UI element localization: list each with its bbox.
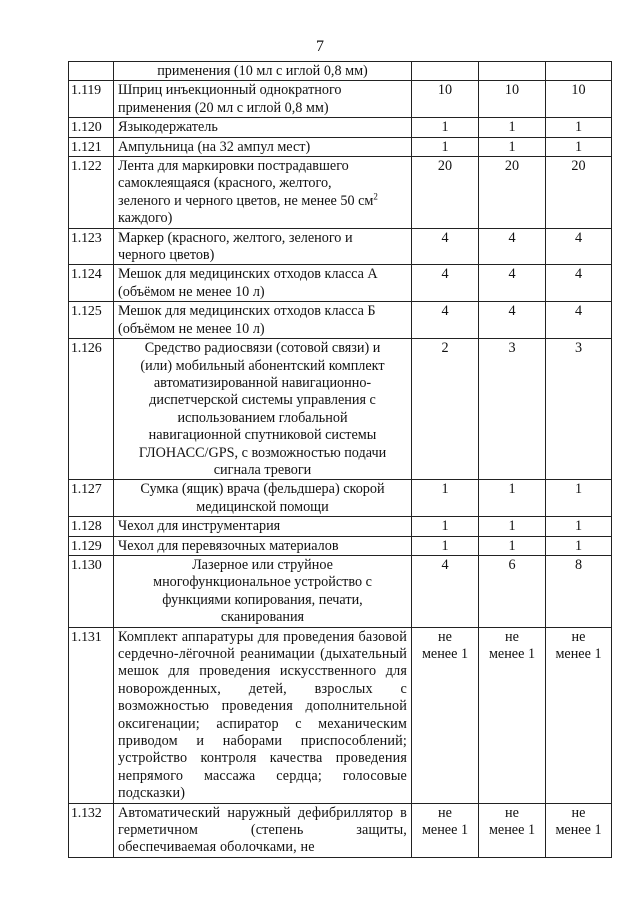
quantity-value: 4 [441, 229, 449, 246]
quantity-value: 1 [441, 537, 449, 554]
quantity-cell-1 [412, 480, 479, 517]
item-number: 1.125 [69, 302, 114, 339]
item-name [114, 803, 412, 857]
quantity-value: 1 [574, 138, 583, 155]
item-name [114, 555, 412, 627]
quantity-cell-3 [546, 302, 612, 339]
page-number: 7 [316, 38, 324, 55]
item-name-text: Маркер (красного, желтого, зеленого и черного цветов) [118, 229, 353, 264]
quantity-value: 1 [441, 481, 449, 498]
quantity-cell-3 [546, 157, 612, 229]
quantity-cell-2 [479, 480, 546, 517]
unit-superscript: 2 [373, 191, 378, 202]
item-name [114, 81, 412, 118]
item-name-text: Автоматический наружный дефибриллятор в герметичном (степень защиты, обеспечиваемая оболочками, не [118, 804, 407, 856]
quantity-value: 20 [437, 158, 453, 175]
item-number: 1.120 [69, 118, 114, 137]
item-name [114, 302, 412, 339]
table-row [69, 627, 612, 803]
item-number: 1.122 [69, 157, 114, 229]
table-row [69, 228, 612, 265]
quantity-value: 1 [508, 138, 516, 155]
item-name [114, 339, 412, 480]
quantity-value: 10 [504, 82, 520, 99]
table-row [69, 118, 612, 137]
quantity-value: 1 [574, 518, 583, 535]
quantity-value: 4 [441, 266, 449, 283]
item-name-text: Мешок для медицинских отходов класса Б (объёмом не менее 10 л) [118, 303, 376, 337]
quantity-cell-2 [479, 517, 546, 536]
item-number: 1.128 [69, 517, 114, 536]
quantity-value: 1 [508, 518, 516, 535]
quantity-cell-1 [412, 228, 479, 265]
item-name-text: Комплект аппаратуры для проведения базовой сердечно-лёгочной реанимации (дыхательный мешок для проведения искусственного для новорожденных, детей, взрослых с возможностью проведения дополнительной оксигенации; аспиратор с механическим приводом и наборами приспособлений; устройство контроля качества проведения непрямого массажа сердца; голосовые подсказки) [118, 628, 407, 802]
equipment-table [68, 61, 612, 858]
item-name [114, 536, 412, 555]
item-name-text: Чехол для перевязочных материалов [118, 537, 339, 554]
quantity-cell-3 [546, 118, 612, 137]
quantity-value: 2 [441, 340, 449, 357]
item-name [114, 118, 412, 137]
item-name-text: Шприц инъекционный однократного применения (20 мл с иглой 0,8 мм) [118, 82, 342, 116]
quantity-cell-3 [546, 480, 612, 517]
quantity-cell-3 [546, 627, 612, 803]
item-number: 1.127 [69, 480, 114, 517]
item-name-text: Лазерное или струйное многофункциональное устройство с функциями копирования, печати, сканирования [153, 556, 372, 626]
quantity-cell-1 [412, 62, 479, 81]
quantity-cell-1 [412, 536, 479, 555]
quantity-cell-2 [479, 118, 546, 137]
quantity-value: 1 [574, 481, 583, 498]
quantity-cell-2 [479, 137, 546, 156]
item-number: 1.121 [69, 137, 114, 156]
quantity-value: 6 [508, 556, 516, 573]
quantity-cell-1 [412, 118, 479, 137]
quantity-cell-2 [479, 265, 546, 302]
quantity-cell-2 [479, 81, 546, 118]
item-name [114, 62, 412, 81]
quantity-value: 4 [508, 229, 516, 246]
item-number: 1.126 [69, 339, 114, 480]
quantity-value: 8 [574, 556, 583, 573]
quantity-value: 4 [508, 303, 516, 320]
item-name-text: Чехол для инструментария [118, 518, 281, 535]
item-name [114, 137, 412, 156]
quantity-cell-1 [412, 627, 479, 803]
quantity-value: 4 [574, 303, 583, 320]
quantity-cell-1 [412, 555, 479, 627]
item-name-tail: каждого) [118, 210, 173, 227]
quantity-cell-2 [479, 803, 546, 857]
item-number: 1.132 [69, 803, 114, 857]
quantity-value: не менее 1 [555, 628, 602, 662]
quantity-cell-3 [546, 137, 612, 156]
quantity-value: 4 [441, 303, 449, 320]
quantity-cell-3 [546, 228, 612, 265]
quantity-cell-1 [412, 137, 479, 156]
item-name [114, 517, 412, 536]
table-row [69, 81, 612, 118]
item-number: 1.123 [69, 228, 114, 265]
quantity-value: 10 [571, 82, 586, 99]
table-row [69, 157, 612, 229]
quantity-value: 1 [441, 518, 449, 535]
quantity-value: 4 [574, 229, 583, 246]
quantity-value: 4 [508, 266, 516, 283]
quantity-cell-3 [546, 265, 612, 302]
quantity-value: не менее 1 [488, 804, 536, 839]
table-row [69, 536, 612, 555]
quantity-cell-1 [412, 157, 479, 229]
item-name-text: Ампульница (на 32 ампул мест) [118, 138, 311, 155]
quantity-value: 20 [504, 158, 520, 175]
quantity-value: 1 [574, 119, 583, 136]
table-row [69, 480, 612, 517]
quantity-cell-3 [546, 517, 612, 536]
quantity-value: 3 [574, 340, 583, 357]
quantity-cell-3 [546, 536, 612, 555]
item-name [114, 265, 412, 302]
item-name [114, 627, 412, 803]
quantity-value: не менее 1 [421, 628, 469, 662]
quantity-cell-2 [479, 339, 546, 480]
quantity-cell-2 [479, 62, 546, 81]
quantity-value: не менее 1 [421, 804, 469, 839]
quantity-value: 20 [571, 158, 586, 175]
item-name-text: Сумка (ящик) врача (фельдшера) скорой медицинской помощи [140, 481, 385, 515]
quantity-cell-2 [479, 228, 546, 265]
quantity-cell-3 [546, 803, 612, 857]
item-number [69, 62, 114, 81]
item-name [114, 228, 412, 265]
quantity-cell-2 [479, 536, 546, 555]
quantity-value: не менее 1 [488, 628, 536, 662]
item-name [114, 480, 412, 517]
quantity-value: 1 [574, 537, 583, 554]
quantity-value: 4 [441, 556, 449, 573]
table-row [69, 339, 612, 480]
quantity-value: 1 [508, 537, 516, 554]
table-row [69, 137, 612, 156]
table-row [69, 803, 612, 857]
quantity-cell-1 [412, 265, 479, 302]
quantity-value: 1 [508, 481, 516, 498]
quantity-cell-1 [412, 803, 479, 857]
quantity-cell-1 [412, 81, 479, 118]
quantity-cell-3 [546, 555, 612, 627]
quantity-cell-1 [412, 517, 479, 536]
quantity-cell-2 [479, 627, 546, 803]
quantity-value: 1 [508, 119, 516, 136]
item-number: 1.131 [69, 627, 114, 803]
table-row [69, 555, 612, 627]
table-row [69, 265, 612, 302]
item-number: 1.119 [69, 81, 114, 118]
item-name-text: Лента для маркировки пострадавшего самоклеящаяся (красного, желтого, зеленого и черного цветов, не менее 50 см [118, 158, 374, 209]
quantity-value: 4 [574, 266, 583, 283]
item-name-text: применения (10 мл с иглой 0,8 мм) [157, 63, 368, 79]
item-number: 1.130 [69, 555, 114, 627]
quantity-value: 3 [508, 340, 516, 357]
quantity-cell-1 [412, 339, 479, 480]
quantity-value: не менее 1 [555, 804, 602, 839]
quantity-cell-3 [546, 339, 612, 480]
item-name-text: Языкодержатель [118, 119, 218, 136]
quantity-cell-2 [479, 555, 546, 627]
quantity-value: 1 [441, 119, 449, 136]
table-row [69, 62, 612, 81]
quantity-cell-3 [546, 62, 612, 81]
table-row [69, 302, 612, 339]
quantity-cell-1 [412, 302, 479, 339]
quantity-cell-2 [479, 302, 546, 339]
item-name-text: Средство радиосвязи (сотовой связи) и (или) мобильный абонентский комплект автоматизированной навигационно- диспетчерской системы управления с использованием глобальной навигационной спутниковой системы ГЛОНАСС/GPS, с возможностью подачи сигнала тревоги [138, 340, 387, 478]
quantity-cell-2 [479, 157, 546, 229]
quantity-cell-3 [546, 81, 612, 118]
item-name-text: Мешок для медицинских отходов класса А (объёмом не менее 10 л) [118, 266, 378, 300]
item-name [114, 157, 412, 229]
item-number: 1.129 [69, 536, 114, 555]
quantity-value: 1 [441, 138, 449, 155]
item-number: 1.124 [69, 265, 114, 302]
table-row [69, 517, 612, 536]
quantity-value: 10 [437, 82, 453, 99]
